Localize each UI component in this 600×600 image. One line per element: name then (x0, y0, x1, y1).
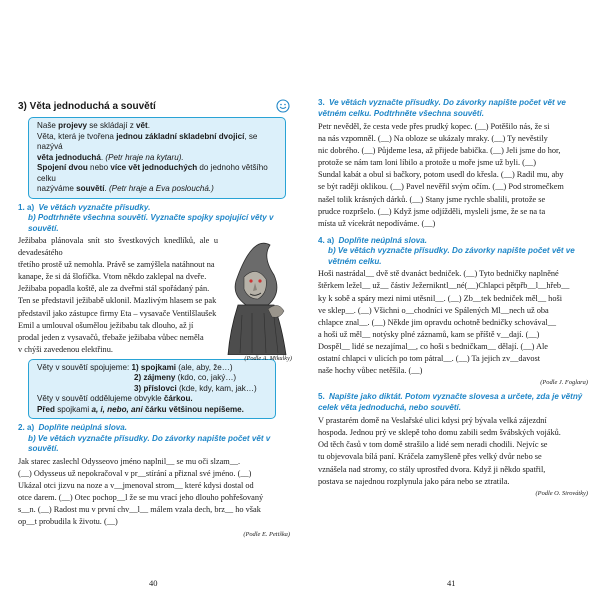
theory-line-4: Spojení dvou nebo více vět jednoduchých do jednoho většího celku (37, 163, 268, 183)
task-1-instruction-b: b) Podtrhněte všechna souvětí. Vyznačte spojky spojující věty v souvětí. (28, 213, 274, 233)
right-page (318, 98, 588, 518)
theory-line-3: věta jednoduchá. (Petr hraje na kytaru). (37, 152, 184, 162)
theory-box (28, 117, 286, 199)
text-line: s__n. (__) Radost mu v první chv__l__ málem vzala dech, brz__ ho však (18, 505, 261, 515)
section-title: 3) Věta jednoduchá a souvětí (18, 100, 156, 112)
text-line: Ukázal otci jizvu na noze a v__jmenoval strom__ které kdysi dostal od (18, 481, 254, 491)
task-4-source: (Podle J. Foglara) (540, 379, 588, 387)
page-number-right: 41 (447, 578, 456, 588)
grammar-box (28, 359, 276, 420)
text-line: prudce rozpršelo. (__) Když jsme odjížděli, mysleli jsme, že se na ta (318, 206, 546, 216)
text-line: chlapce znal__. (__) Někde jim opravdu ochotně bedničky schovával__ (318, 317, 556, 327)
theory-line-5: nazýváme souvětí. (Petr hraje a Eva poslouchá.) (37, 184, 214, 193)
page-number-left: 40 (149, 578, 158, 588)
text-line: Ježibaba plánovala snít sto švestkových knedlíků, ale u devadesátého (18, 236, 218, 258)
theory-line-2: Věta, která je tvořena jednou základní skladební dvojicí, se nazývá (37, 131, 258, 151)
text-line: a hoši už měl__ notýsky plné záznamů, kam se příště v__dají. (__) (318, 329, 540, 339)
text-line: místa už vícekrát nepodíváme. (__) (318, 218, 436, 228)
text-line: našel tolik krásných dárků. (__) Stany jsme rychle sbalili, protože se (318, 194, 546, 204)
task-4-text (318, 268, 588, 377)
grammar-row-2: 2) zájmeny (kdo, co, jaký…) (134, 373, 237, 383)
text-line: kanape, že si dá šlofíčka. Vtom někdo zaklepal na dveře. (18, 272, 207, 282)
left-page (18, 98, 292, 538)
text-line: Sundal kabát a obul si bačkory, potom usedl do křesla. (__) Radil mu, aby (318, 170, 564, 180)
text-line: V prastarém domě na Veslařské ulici kdysi prý bývala velká zájezdní (318, 416, 547, 426)
task-2-text (18, 456, 290, 529)
text-line: op__t probudila k životu. (__) (18, 517, 118, 527)
task-2 (18, 423, 290, 538)
task-5 (318, 392, 588, 498)
task-4-instruction-a: 4. a) Doplňte neúplná slova. (318, 235, 428, 245)
text-line: v chýši zavedenou elektřinu. (18, 344, 113, 354)
text-line: tu objevovala bílá paní. Kráčela zamyšleně přes velký dvůr nebo se (318, 452, 542, 462)
text-line: ky k sobě a spáry mezi nimi utěsnil__. (__) Zb__tek bedniček měl__ hoši (318, 293, 563, 303)
witch-illustration (222, 235, 292, 355)
text-line: se být raději oklikou. (__) Pavel nevěřil svým očím. (__) Pod stromečkem (318, 182, 564, 192)
task-2-instruction-b: b) Ve větách vyznačte přísudky. Do závorky napište počet vět v souvětí. (28, 433, 271, 454)
text-line: Jak starec zaslechl Odysseovo jméno naplnil__ se mu oči slzam__. (18, 456, 241, 466)
text-line: prodal jeden z vysavačů, třebaže ježibaba vůbec neměla (18, 332, 204, 342)
text-line: třetího prostě už nemohla. Právě se zamýšlela natáhnout na (18, 260, 215, 270)
text-line: postava se najednou rozplynula jako pára nebo se ztratila. (318, 476, 510, 486)
text-line: Hoši nastrádal__ dvě stě dvanáct bedniček. (__) Tyto bedničky naplněné (318, 269, 559, 279)
text-line: otce darem. (__) Otec pochop__l že se mu vrací jeho dlouho pohřešovaný (18, 493, 264, 503)
task-1-instruction-a: 1. a) Ve větách vyznačte přísudky. (18, 202, 151, 212)
text-line: nic dobrého. (__) Půjdeme lesa, až přijede babička. (__) Jeli jsme do hor, (318, 146, 561, 156)
text-line: štěrkem ležel__ už__ částiv Ježernikntl__né(__)Chlapci pětpřb__l__hřeb__ (318, 281, 570, 291)
text-line: naše hochy vůbec netěšila. (__) (318, 366, 423, 376)
task-2-instruction-a: 2. a) Doplňte neúplná slova. (18, 423, 128, 433)
text-line: Emil a umlouval ošumělou ježibabu tak dlouho, až jí (18, 320, 194, 330)
task-5-source: (Podle O. Sirovátky) (535, 489, 588, 497)
text-line: Dospěl__ lidé se nezajímal__, co hoši s bedničkam__ dělají. (__) Ale (318, 341, 548, 351)
text-line: vznášela nad stromy, co stály uprostřed dvora. Když ji někdo spatřil, (318, 464, 546, 474)
task-2-source: (Podle E. Petiška) (243, 530, 290, 538)
grammar-row-3: 3) příslovci (kde, kdy, kam, jak…) (134, 383, 257, 393)
text-line: ostatní chlapci v ulicích po tom pátral__. (__) Ta jejich zv__davost (318, 354, 541, 363)
text-line: Ježibaba popadla koště, ale za dveřmi stál spořádaný pán. (18, 284, 210, 294)
grammar-row-4: Věty v souvětí oddělujeme obvykle čárkou. (37, 394, 193, 404)
text-line: (__) Odysseus už nepokračoval v pr__stírání a přiznal své jméno. (__) (18, 469, 252, 479)
text-line: hospoda. Jednou prý ve sklepě toho domu zabili sedm švábských vojáků. (318, 428, 561, 438)
task-1-text (18, 235, 218, 356)
grammar-row-1: Věty v souvětí spojujeme: 1) spojkami (ale, aby, že…) (37, 362, 233, 372)
text-line: ve sklep__. (__) Všichni o__chodníci ve Spálených Ml__nech už oba (318, 305, 549, 315)
task-3-text (318, 121, 588, 230)
text-line: Ten se představil ježibabě uklonil. Mazlivým hlasem se pak (18, 296, 217, 306)
task-4-instruction-b: b) Ve větách vyznačte přísudky. Do závorky napište počet vět ve větném celku. (328, 246, 575, 266)
grammar-row-5: Před spojkami a, i, nebo, ani čárku většinou nepíšeme. (37, 404, 244, 414)
theory-line-1: Naše projevy se skládají z vět. (37, 121, 150, 130)
text-line: na nás vzpomněl. (__) Na obloze se ukázaly mraky. (__) Ty nevěstily (318, 134, 548, 144)
smiley-icon (276, 99, 290, 113)
task-5-text (318, 415, 588, 488)
task-3-instruction: 3. Ve větách vyznačte přísudky. Do závorky napište počet vět ve větném celku. Podtrhněte všechna souvětí. (318, 98, 566, 118)
text-line: Petr nevěděl, že cesta vede přes prudký kopec. (__) Potěšilo nás, že si (318, 122, 550, 131)
text-line: představil jako zástupce firmy Eta – vysavače Ventilšlaušek (18, 308, 217, 318)
task-1-source: (Podle A. Mikulky) (244, 355, 292, 362)
text-line: protože se nám tam loni líbilo a protože u moře jsme už byli. (__) (318, 158, 536, 168)
text-line: Od těch časů v tom domě strašilo a lidé sem neradi chodili. Nejvíc se (318, 440, 548, 450)
section-header (18, 98, 290, 114)
task-1 (18, 202, 292, 362)
task-3 (318, 98, 588, 230)
task-4 (318, 236, 588, 387)
task-5-instruction: 5. Napište jako diktát. Potom vyznačte slovesa a určete, zda je větný celek věta jednoduchá, nebo souvětí. (318, 392, 583, 412)
